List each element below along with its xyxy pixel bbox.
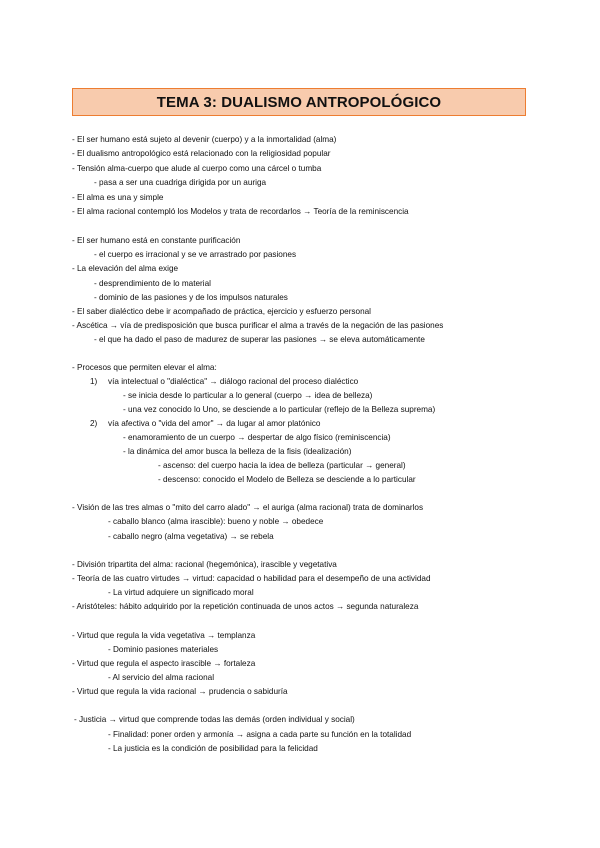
note-line: - Teoría de las cuatro virtudes → virtud: capacidad o habilidad para el desempeño de una actividad [72,574,431,583]
note-line: - El alma es una y simple [72,193,164,202]
note-line: - desprendimiento de lo material [94,279,211,288]
note-line: - Finalidad: poner orden y armonía → asigna a cada parte su función en la totalidad [108,730,412,739]
note-line: - Tensión alma-cuerpo que alude al cuerpo como una cárcel o tumba [72,164,322,173]
note-line: - Procesos que permiten elevar el alma: [72,363,217,372]
note-line: - El ser humano está en constante purificación [72,236,241,245]
note-line: - pasa a ser una cuadriga dirigida por un auriga [94,178,267,187]
note-line: - la dinámica del amor busca la belleza de la fisis (idealización) [123,447,352,456]
note-line: - El ser humano está sujeto al devenir (cuerpo) y a la inmortalidad (alma) [72,135,337,144]
note-line: - El dualismo antropológico está relacionado con la religiosidad popular [72,149,331,158]
list-number: 1) [90,377,98,386]
note-line: - Justicia → virtud que comprende todas las demás (orden individual y social) [74,715,355,724]
note-line: - Virtud que regula la vida racional → prudencia o sabiduría [72,687,288,696]
note-line: - La elevación del alma exige [72,264,179,273]
note-line: - Visión de las tres almas o "mito del carro alado" → el auriga (alma racional) trata de dominarlos [72,503,424,512]
note-line: - el cuerpo es irracional y se ve arrastrado por pasiones [94,250,297,259]
note-line: - dominio de las pasiones y de los impulsos naturales [94,293,288,302]
note-line: - Dominio pasiones materiales [108,645,219,654]
note-line: - Ascética → vía de predisposición que busca purificar el alma a través de la negación de las pasiones [72,321,444,330]
note-line: - El alma racional contempló los Modelos y trata de recordarlos → Teoría de la reminiscencia [72,207,409,216]
note-line: - Aristóteles: hábito adquirido por la repetición continuada de unos actos → segunda naturaleza [72,602,419,611]
note-line: - descenso: conocido el Modelo de Belleza se desciende a lo particular [158,475,416,484]
note-line: - el que ha dado el paso de madurez de superar las pasiones → se eleva automáticamente [94,335,425,344]
note-line: - Al servicio del alma racional [108,673,215,682]
note-line: - Virtud que regula la vida vegetativa → templanza [72,631,256,640]
note-line: - La virtud adquiere un significado moral [108,588,254,597]
note-line: vía afectiva o "vida del amor" → da lugar al amor platónico [108,419,321,428]
note-line: - caballo negro (alma vegetativa) → se rebela [108,532,274,541]
note-line: - caballo blanco (alma irascible): bueno y noble → obedece [108,517,324,526]
page-title: TEMA 3: DUALISMO ANTROPOLÓGICO [156,93,442,111]
note-line: - ascenso: del cuerpo hacia la idea de belleza (particular → general) [158,461,406,470]
list-number: 2) [90,419,98,428]
note-line: - El saber dialéctico debe ir acompañado de práctica, ejercicio y esfuerzo personal [72,307,372,316]
note-line: - se inicia desde lo particular a lo general (cuerpo → idea de belleza) [123,391,373,400]
note-line: - Virtud que regula el aspecto irascible → fortaleza [72,659,256,668]
note-line: vía intelectual o "dialéctica" → diálogo racional del proceso dialéctico [108,377,359,386]
note-line: - La justicia es la condición de posibilidad para la felicidad [108,744,318,753]
note-line: - enamoramiento de un cuerpo → despertar de algo físico (reminiscencia) [123,433,391,442]
note-line: - División tripartita del alma: racional (hegemónica), irascible y vegetativa [72,560,337,569]
note-line: - una vez conocido lo Uno, se desciende a lo particular (reflejo de la Belleza suprema) [123,405,436,414]
